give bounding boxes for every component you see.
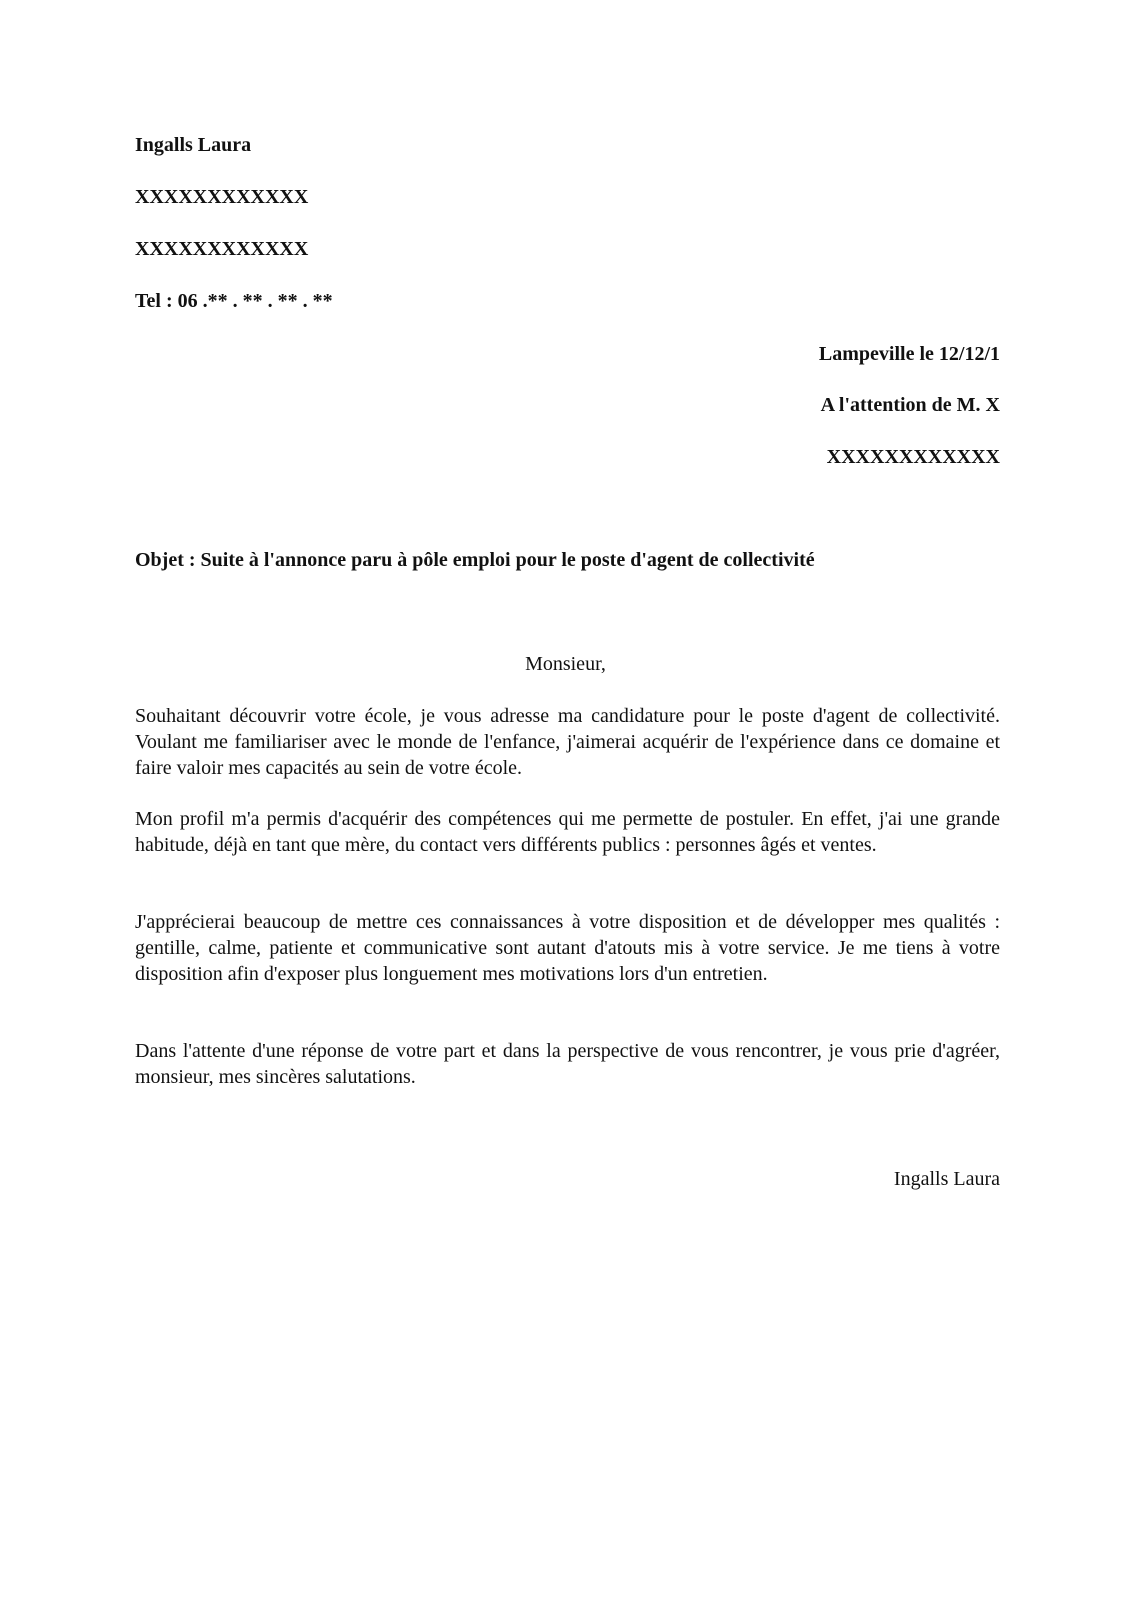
signature: Ingalls Laura <box>893 1168 1000 1190</box>
recipient-address: XXXXXXXXXXXX <box>826 446 1000 468</box>
sender-address-line-2: XXXXXXXXXXXX <box>135 238 309 260</box>
sender-phone: Tel : 06 .** . ** . ** . ** <box>135 290 333 312</box>
paragraph-1: Souhaitant découvrir votre école, je vous adresse ma candidature pour le poste d'agent de collectivité. Voulant me familiariser avec le monde de l'enfance, j'aimerai acquérir de l'expérience dans ce domaine et faire valoir mes capacités au sein de votre école. <box>135 705 1000 779</box>
paragraph-2: Mon profil m'a permis d'acquérir des compétences qui me permette de postuler. En effet, j'ai une grande habitude, déjà en tant que mère, du contact vers différents publics : personnes âgés et ventes. <box>135 808 1000 856</box>
sender-address-line-1: XXXXXXXXXXXX <box>135 186 309 208</box>
paragraph-3: J'apprécierai beaucoup de mettre ces connaissances à votre disposition et de développer mes qualités : gentille, calme, patiente et communicative sont autant d'atouts mis à votre service. Je me tiens à votre disposition afin d'exposer plus longuement mes motivations lors d'un entretien. <box>135 911 1000 985</box>
letter-subject: Objet : Suite à l'annonce paru à pôle emploi pour le poste d'agent de collectivité <box>135 549 815 571</box>
salutation: Monsieur, <box>525 653 606 675</box>
place-date: Lampeville le 12/12/1 <box>818 343 1000 365</box>
sender-name: Ingalls Laura <box>135 134 252 156</box>
recipient-attention: A l'attention de M. X <box>820 394 1000 416</box>
paragraph-4: Dans l'attente d'une réponse de votre part et dans la perspective de vous rencontrer, je vous prie d'agréer, monsieur, mes sincères salutations. <box>135 1040 1000 1088</box>
